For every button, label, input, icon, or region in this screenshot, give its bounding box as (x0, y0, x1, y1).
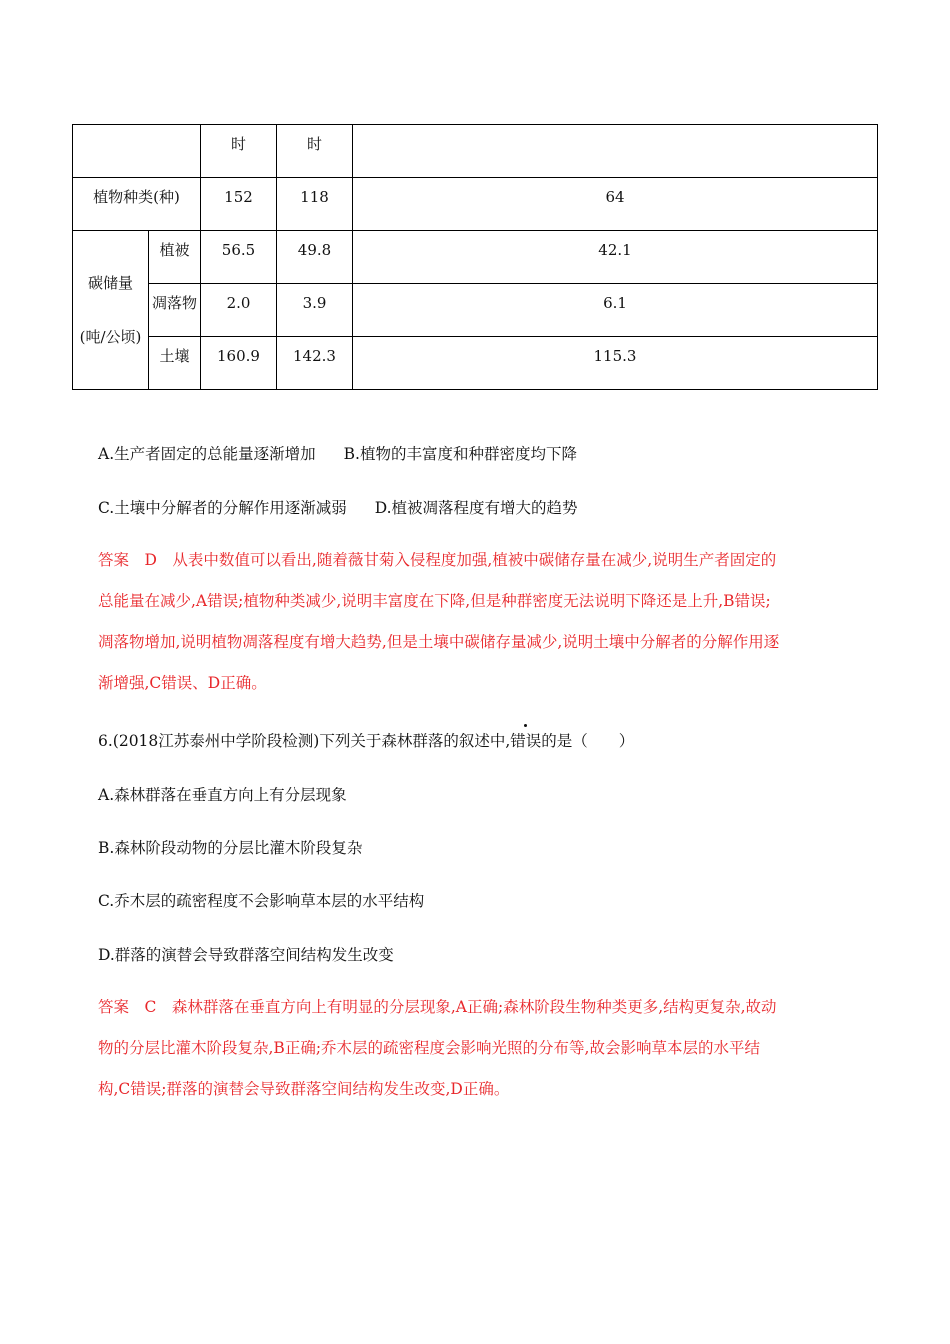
table-cell: 115.3 (353, 337, 878, 390)
q6-stem (98, 731, 634, 751)
table-row (73, 231, 878, 284)
table-cell: 152 (201, 178, 277, 231)
q6-option-b: B.森林阶段动物的分层比灌木阶段复杂 (98, 839, 363, 857)
table-row (73, 178, 878, 231)
answer-line: 渐增强,C错误、D正确。 (98, 674, 267, 692)
table-row (73, 337, 878, 390)
table-cell: 2.0 (201, 284, 277, 337)
q5-answer (98, 540, 858, 704)
header-cell-empty (353, 125, 878, 178)
row-label: 凋落物 (149, 284, 201, 337)
header-cell: 时 (201, 125, 277, 178)
q5-option-d: D.植被凋落程度有增大的趋势 (374, 499, 578, 517)
table-cell: 56.5 (201, 231, 277, 284)
answer-line: 凋落物增加,说明植物凋落程度有增大趋势,但是土壤中碳储存量减少,说明土壤中分解者的分解作用逐 (98, 633, 780, 651)
q6-answer (98, 987, 858, 1110)
table-cell: 3.9 (277, 284, 353, 337)
q6-option-a: A.森林群落在垂直方向上有分层现象 (98, 786, 347, 804)
answer-line: 答案 D 从表中数值可以看出,随着薇甘菊入侵程度加强,植被中碳储存量在减少,说明生产者固定的 (98, 551, 777, 569)
q5-options-ab (98, 444, 577, 464)
table-cell: 118 (277, 178, 353, 231)
answer-line: 构,C错误;群落的演替会导致群落空间结构发生改变,D正确。 (98, 1080, 510, 1098)
q5-option-b: B.植物的丰富度和种群密度均下降 (343, 445, 577, 463)
answer-line: 总能量在减少,A错误;植物种类减少,说明丰富度在下降,但是种群密度无法说明下降还是上升,B错误; (98, 592, 771, 610)
q6-option-c: C.乔木层的疏密程度不会影响草本层的水平结构 (98, 892, 425, 910)
table-cell: 142.3 (277, 337, 353, 390)
q6-stem-after: 的是（ ） (541, 732, 635, 750)
row-label: 土壤 (149, 337, 201, 390)
table-cell: 49.8 (277, 231, 353, 284)
header-cell: 时 (277, 125, 353, 178)
q6-option-d: D.群落的演替会导致群落空间结构发生改变 (98, 946, 394, 964)
q5-options-cd (98, 498, 578, 518)
q5-option-a: A.生产者固定的总能量逐渐增加 (98, 445, 316, 463)
q6-stem-before: 6.(2018江苏泰州中学阶段检测)下列关于森林群落的叙述中, (98, 732, 511, 750)
carbon-label-line: (吨/公顷) (79, 328, 142, 346)
table-row (73, 284, 878, 337)
table-cell: 160.9 (201, 337, 277, 390)
row-label: 植物种类(种) (73, 178, 201, 231)
table-cell: 6.1 (353, 284, 878, 337)
header-cell-empty (73, 125, 201, 178)
q6-stem-emphasis: 错误 (510, 732, 542, 750)
answer-line: 物的分层比灌木阶段复杂,B正确;乔木层的疏密程度会影响光照的分布等,故会影响草本层的水平结 (98, 1039, 760, 1057)
row-label: 植被 (149, 231, 201, 284)
carbon-storage-label (73, 231, 149, 390)
carbon-label-line: 碳储量 (87, 274, 133, 292)
data-table (72, 124, 878, 390)
table-header-row (73, 125, 878, 178)
table-cell: 42.1 (353, 231, 878, 284)
answer-line: 答案 C 森林群落在垂直方向上有明显的分层现象,A正确;森林阶段生物种类更多,结构更复杂,故动 (98, 998, 777, 1016)
table-cell: 64 (353, 178, 878, 231)
q5-option-c: C.土壤中分解者的分解作用逐渐减弱 (98, 499, 347, 517)
